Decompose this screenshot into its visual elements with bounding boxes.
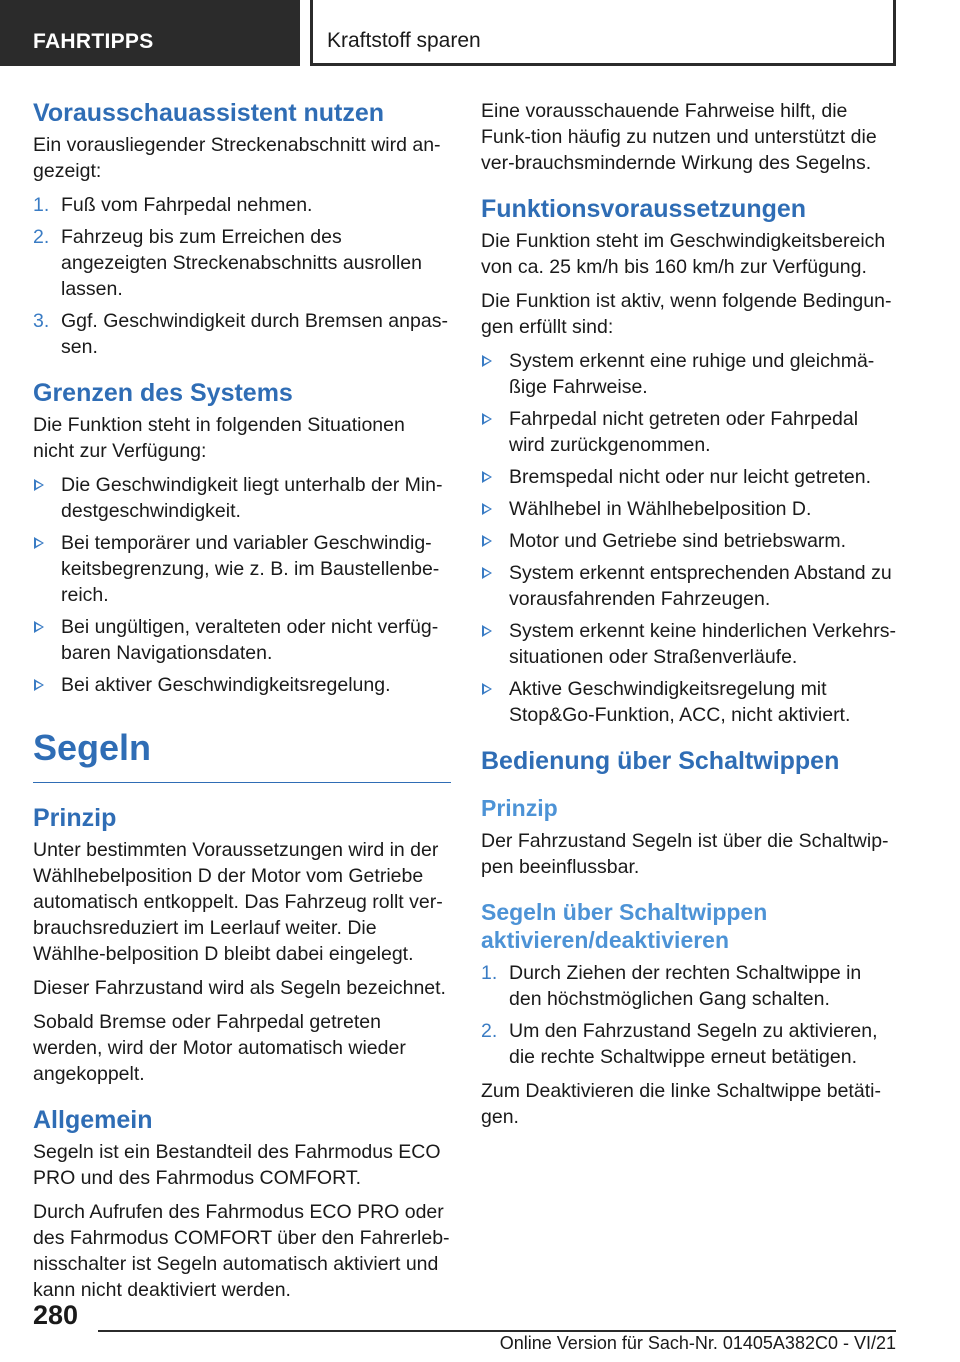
triangle-bullet-icon — [482, 625, 492, 637]
step-text: Fuß vom Fahrpedal nehmen. — [61, 194, 313, 216]
list-item — [481, 560, 896, 612]
list-item — [481, 676, 896, 728]
list-item — [33, 192, 451, 218]
step-number: 1. — [33, 194, 50, 216]
heading-prinzip: Prinzip — [33, 804, 117, 832]
list-item — [481, 618, 896, 670]
bullet-text: System erkennt eine ruhige und gleichmä-ßige Fahrweise. — [509, 350, 875, 398]
paragraph: Zum Deaktivieren die linke Schaltwippe betäti-gen. — [481, 1080, 881, 1128]
bullet-text: System erkennt keine hinderlichen Verkehrs-situationen oder Straßenverläufe. — [509, 620, 896, 668]
triangle-bullet-icon — [482, 503, 492, 515]
triangle-bullet-icon — [34, 621, 44, 633]
paragraph: Die Funktion ist aktiv, wenn folgende Bedingun-gen erfüllt sind: — [481, 290, 892, 338]
triangle-bullet-icon — [482, 683, 492, 695]
bullet-list — [33, 472, 451, 698]
triangle-bullet-icon — [34, 537, 44, 549]
list-item — [481, 348, 896, 400]
heading-allgemein: Allgemein — [33, 1106, 153, 1134]
step-number: 2. — [481, 1020, 498, 1042]
bullet-text: Bremspedal nicht oder nur leicht getreten. — [509, 466, 872, 488]
paragraph: Ein vorausliegender Streckenabschnitt wird an-gezeigt: — [33, 134, 441, 182]
list-item — [33, 472, 451, 524]
triangle-bullet-icon — [34, 679, 44, 691]
bullet-text: Bei aktiver Geschwindigkeitsregelung. — [61, 674, 391, 696]
paragraph: Segeln ist ein Bestandteil des Fahrmodus ECO PRO und des Fahrmodus COMFORT. — [33, 1141, 441, 1189]
left-column — [33, 98, 451, 1311]
list-item — [33, 672, 451, 698]
bullet-list — [481, 348, 896, 728]
list-item — [33, 530, 451, 608]
step-text: Um den Fahrzustand Segeln zu aktivieren, die rechte Schaltwippe erneut betätigen. — [509, 1020, 878, 1068]
heading-grenzen: Grenzen des Systems — [33, 379, 293, 407]
list-item — [481, 960, 896, 1012]
bullet-text: Die Geschwindigkeit liegt unterhalb der Min-destgeschwindigkeit. — [61, 474, 443, 522]
triangle-bullet-icon — [482, 471, 492, 483]
heading-bedienung: Bedienung über Schaltwippen — [481, 747, 840, 775]
footer-divider — [98, 1330, 896, 1332]
paragraph: Dieser Fahrzustand wird als Segeln bezeichnet. — [33, 977, 446, 999]
list-item — [33, 224, 451, 302]
step-number: 2. — [33, 226, 50, 248]
step-number: 1. — [481, 962, 498, 984]
bullet-text: Bei ungültigen, veralteten oder nicht verfüg-baren Navigationsdaten. — [61, 616, 439, 664]
bullet-text: Aktive Geschwindigkeitsregelung mit Stop&Go-Funktion, ACC, nicht aktiviert. — [509, 678, 851, 726]
triangle-bullet-icon — [482, 567, 492, 579]
bullet-text: System erkennt entsprechenden Abstand zu vorausfahrenden Fahrzeugen. — [509, 562, 892, 610]
step-text: Durch Ziehen der rechten Schaltwippe in den höchstmöglichen Gang schalten. — [509, 962, 862, 1010]
paragraph: Durch Aufrufen des Fahrmodus ECO PRO oder des Fahrmodus COMFORT über den Fahrerleb-nisschalter ist Segeln automatisch aktiviert und kann nicht deaktiviert werden. — [33, 1201, 450, 1301]
list-item — [481, 496, 896, 522]
steps-list — [33, 192, 451, 360]
list-item — [481, 406, 896, 458]
bullet-text: Motor und Getriebe sind betriebswarm. — [509, 530, 847, 552]
right-column — [481, 98, 896, 1138]
triangle-bullet-icon — [482, 413, 492, 425]
steps-list — [481, 960, 896, 1070]
triangle-bullet-icon — [482, 355, 492, 367]
step-number: 3. — [33, 310, 50, 332]
step-text: Fahrzeug bis zum Erreichen des angezeigten Streckenabschnitts ausrollen lassen. — [61, 226, 422, 300]
paragraph: Die Funktion steht in folgenden Situationen nicht zur Verfügung: — [33, 414, 405, 462]
bullet-text: Wählhebel in Wählhebelposition D. — [509, 498, 812, 520]
bullet-text: Fahrpedal nicht getreten oder Fahrpedal wird zurückgenommen. — [509, 408, 859, 456]
list-item — [33, 308, 451, 360]
section-title: FAHRTIPPS — [0, 0, 300, 66]
list-item — [481, 464, 896, 490]
list-item — [481, 1018, 896, 1070]
chapter-title-segeln: Segeln — [33, 726, 451, 783]
footer-version: Online Version für Sach-Nr. 01405A382C0 - VI/21 — [499, 1333, 896, 1353]
heading-vorausschauassistent: Vorausschauassistent nutzen — [33, 99, 385, 127]
heading-funktionsvoraussetzungen: Funktionsvoraussetzungen — [481, 195, 807, 223]
paragraph: Unter bestimmten Voraussetzungen wird in der Wählhebelposition D der Motor vom Getriebe automatisch entkoppelt. Das Fahrzeug rollt ver-brauchsreduziert im Leerlauf weiter. Die Wählhe-belposition D bleibt dabei eingelegt. — [33, 839, 443, 965]
paragraph: Eine vorausschauende Fahrweise hilft, die Funk-tion häufig zu nutzen und unterstützt die ver-brauchsmindernde Wirkung des Segelns. — [481, 100, 877, 174]
list-item — [481, 528, 896, 554]
list-item — [33, 614, 451, 666]
subheading-prinzip: Prinzip — [481, 795, 558, 821]
page-number: 280 — [33, 1300, 79, 1330]
paragraph: Die Funktion steht im Geschwindigkeitsbereich von ca. 25 km/h bis 160 km/h zur Verfügung. — [481, 230, 886, 278]
step-text: Ggf. Geschwindigkeit durch Bremsen anpas-sen. — [61, 310, 448, 358]
topic-title: Kraftstoff sparen — [310, 0, 896, 66]
page-header — [0, 0, 960, 66]
triangle-bullet-icon — [482, 535, 492, 547]
subheading-aktivieren: Segeln über Schaltwippen aktivieren/deaktivieren — [481, 899, 768, 953]
paragraph: Der Fahrzustand Segeln ist über die Schaltwip-pen beeinflussbar. — [481, 830, 889, 878]
triangle-bullet-icon — [34, 479, 44, 491]
bullet-text: Bei temporärer und variabler Geschwindig-keitsbegrenzung, wie z. B. im Baustellenbe-reich. — [61, 532, 440, 606]
paragraph: Sobald Bremse oder Fahrpedal getreten werden, wird der Motor automatisch wieder angekoppelt. — [33, 1011, 406, 1085]
